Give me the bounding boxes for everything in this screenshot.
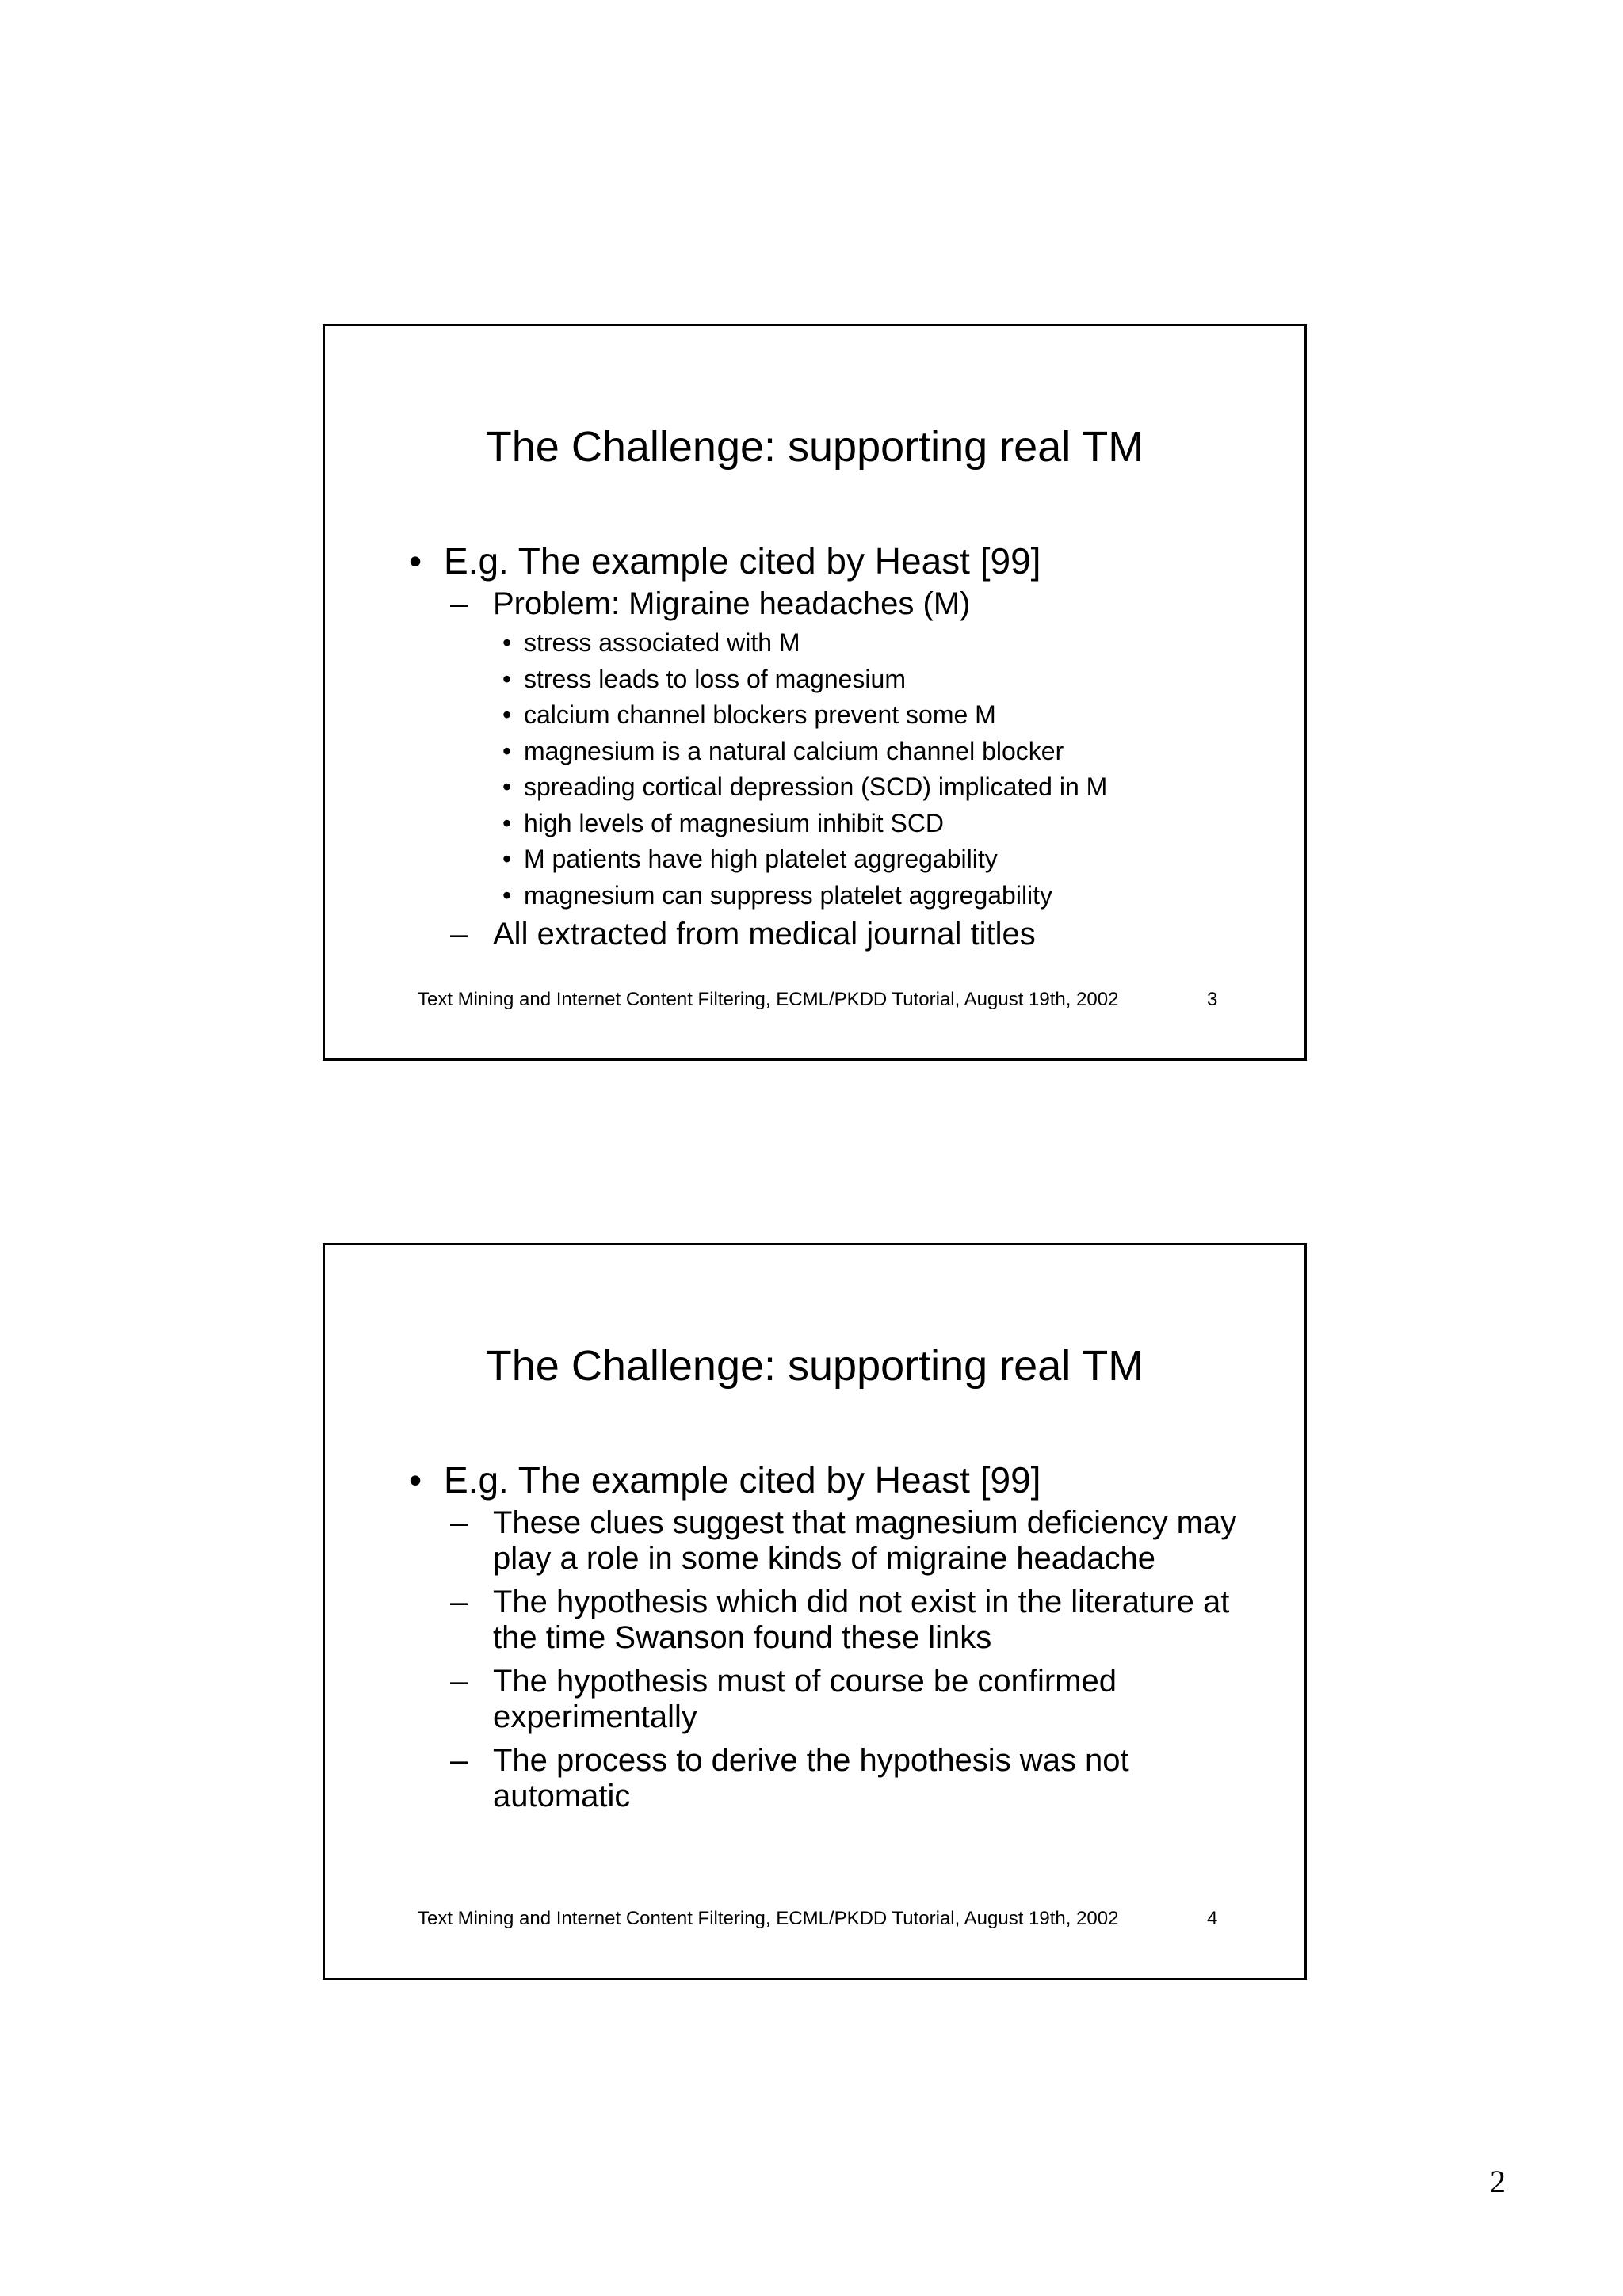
sub-point: – The hypothesis must of course be confirmed experimentally bbox=[450, 1664, 1257, 1735]
list-item: • M patients have high platelet aggregability bbox=[502, 841, 1257, 878]
list-item: • calcium channel blockers prevent some M bbox=[502, 697, 1257, 734]
bullet-point: • E.g. The example cited by Heast [99] bbox=[409, 542, 1257, 580]
sub-point-extracted: – All extracted from medical journal titles bbox=[450, 917, 1257, 952]
slide-title: The Challenge: supporting real TM bbox=[485, 1342, 1144, 1390]
slide-3 bbox=[323, 324, 1307, 1061]
list-item: • magnesium can suppress platelet aggregability bbox=[502, 878, 1257, 914]
sub-point: – These clues suggest that magnesium deficiency may play a role in some kinds of migraine headache bbox=[450, 1505, 1257, 1577]
list-item: • spreading cortical depression (SCD) implicated in M bbox=[502, 769, 1257, 806]
page-number: 2 bbox=[1490, 2164, 1506, 2199]
slide-title: The Challenge: supporting real TM bbox=[485, 423, 1144, 471]
list-item: • stress leads to loss of magnesium bbox=[502, 662, 1257, 698]
slide-4 bbox=[323, 1243, 1307, 1980]
list-item: • high levels of magnesium inhibit SCD bbox=[502, 806, 1257, 842]
slide-footer: Text Mining and Internet Content Filtering, ECML/PKDD Tutorial, August 19th, 2002 bbox=[418, 1908, 1119, 1929]
slide-footer: Text Mining and Internet Content Filtering, ECML/PKDD Tutorial, August 19th, 2002 bbox=[418, 989, 1119, 1010]
slide-content bbox=[409, 1461, 1257, 1822]
slide-number: 3 bbox=[1207, 989, 1218, 1010]
slide-number: 4 bbox=[1207, 1908, 1218, 1929]
sub-point-problem: – Problem: Migraine headaches (M) bbox=[450, 586, 1257, 622]
sub-point: – The hypothesis which did not exist in the literature at the time Swanson found these links bbox=[450, 1585, 1257, 1656]
list-item: • magnesium is a natural calcium channel blocker bbox=[502, 734, 1257, 770]
slide-content bbox=[409, 542, 1257, 955]
bullet-point: • E.g. The example cited by Heast [99] bbox=[409, 1461, 1257, 1499]
list-item: • stress associated with M bbox=[502, 625, 1257, 662]
sub-point: – The process to derive the hypothesis was not automatic bbox=[450, 1743, 1257, 1814]
